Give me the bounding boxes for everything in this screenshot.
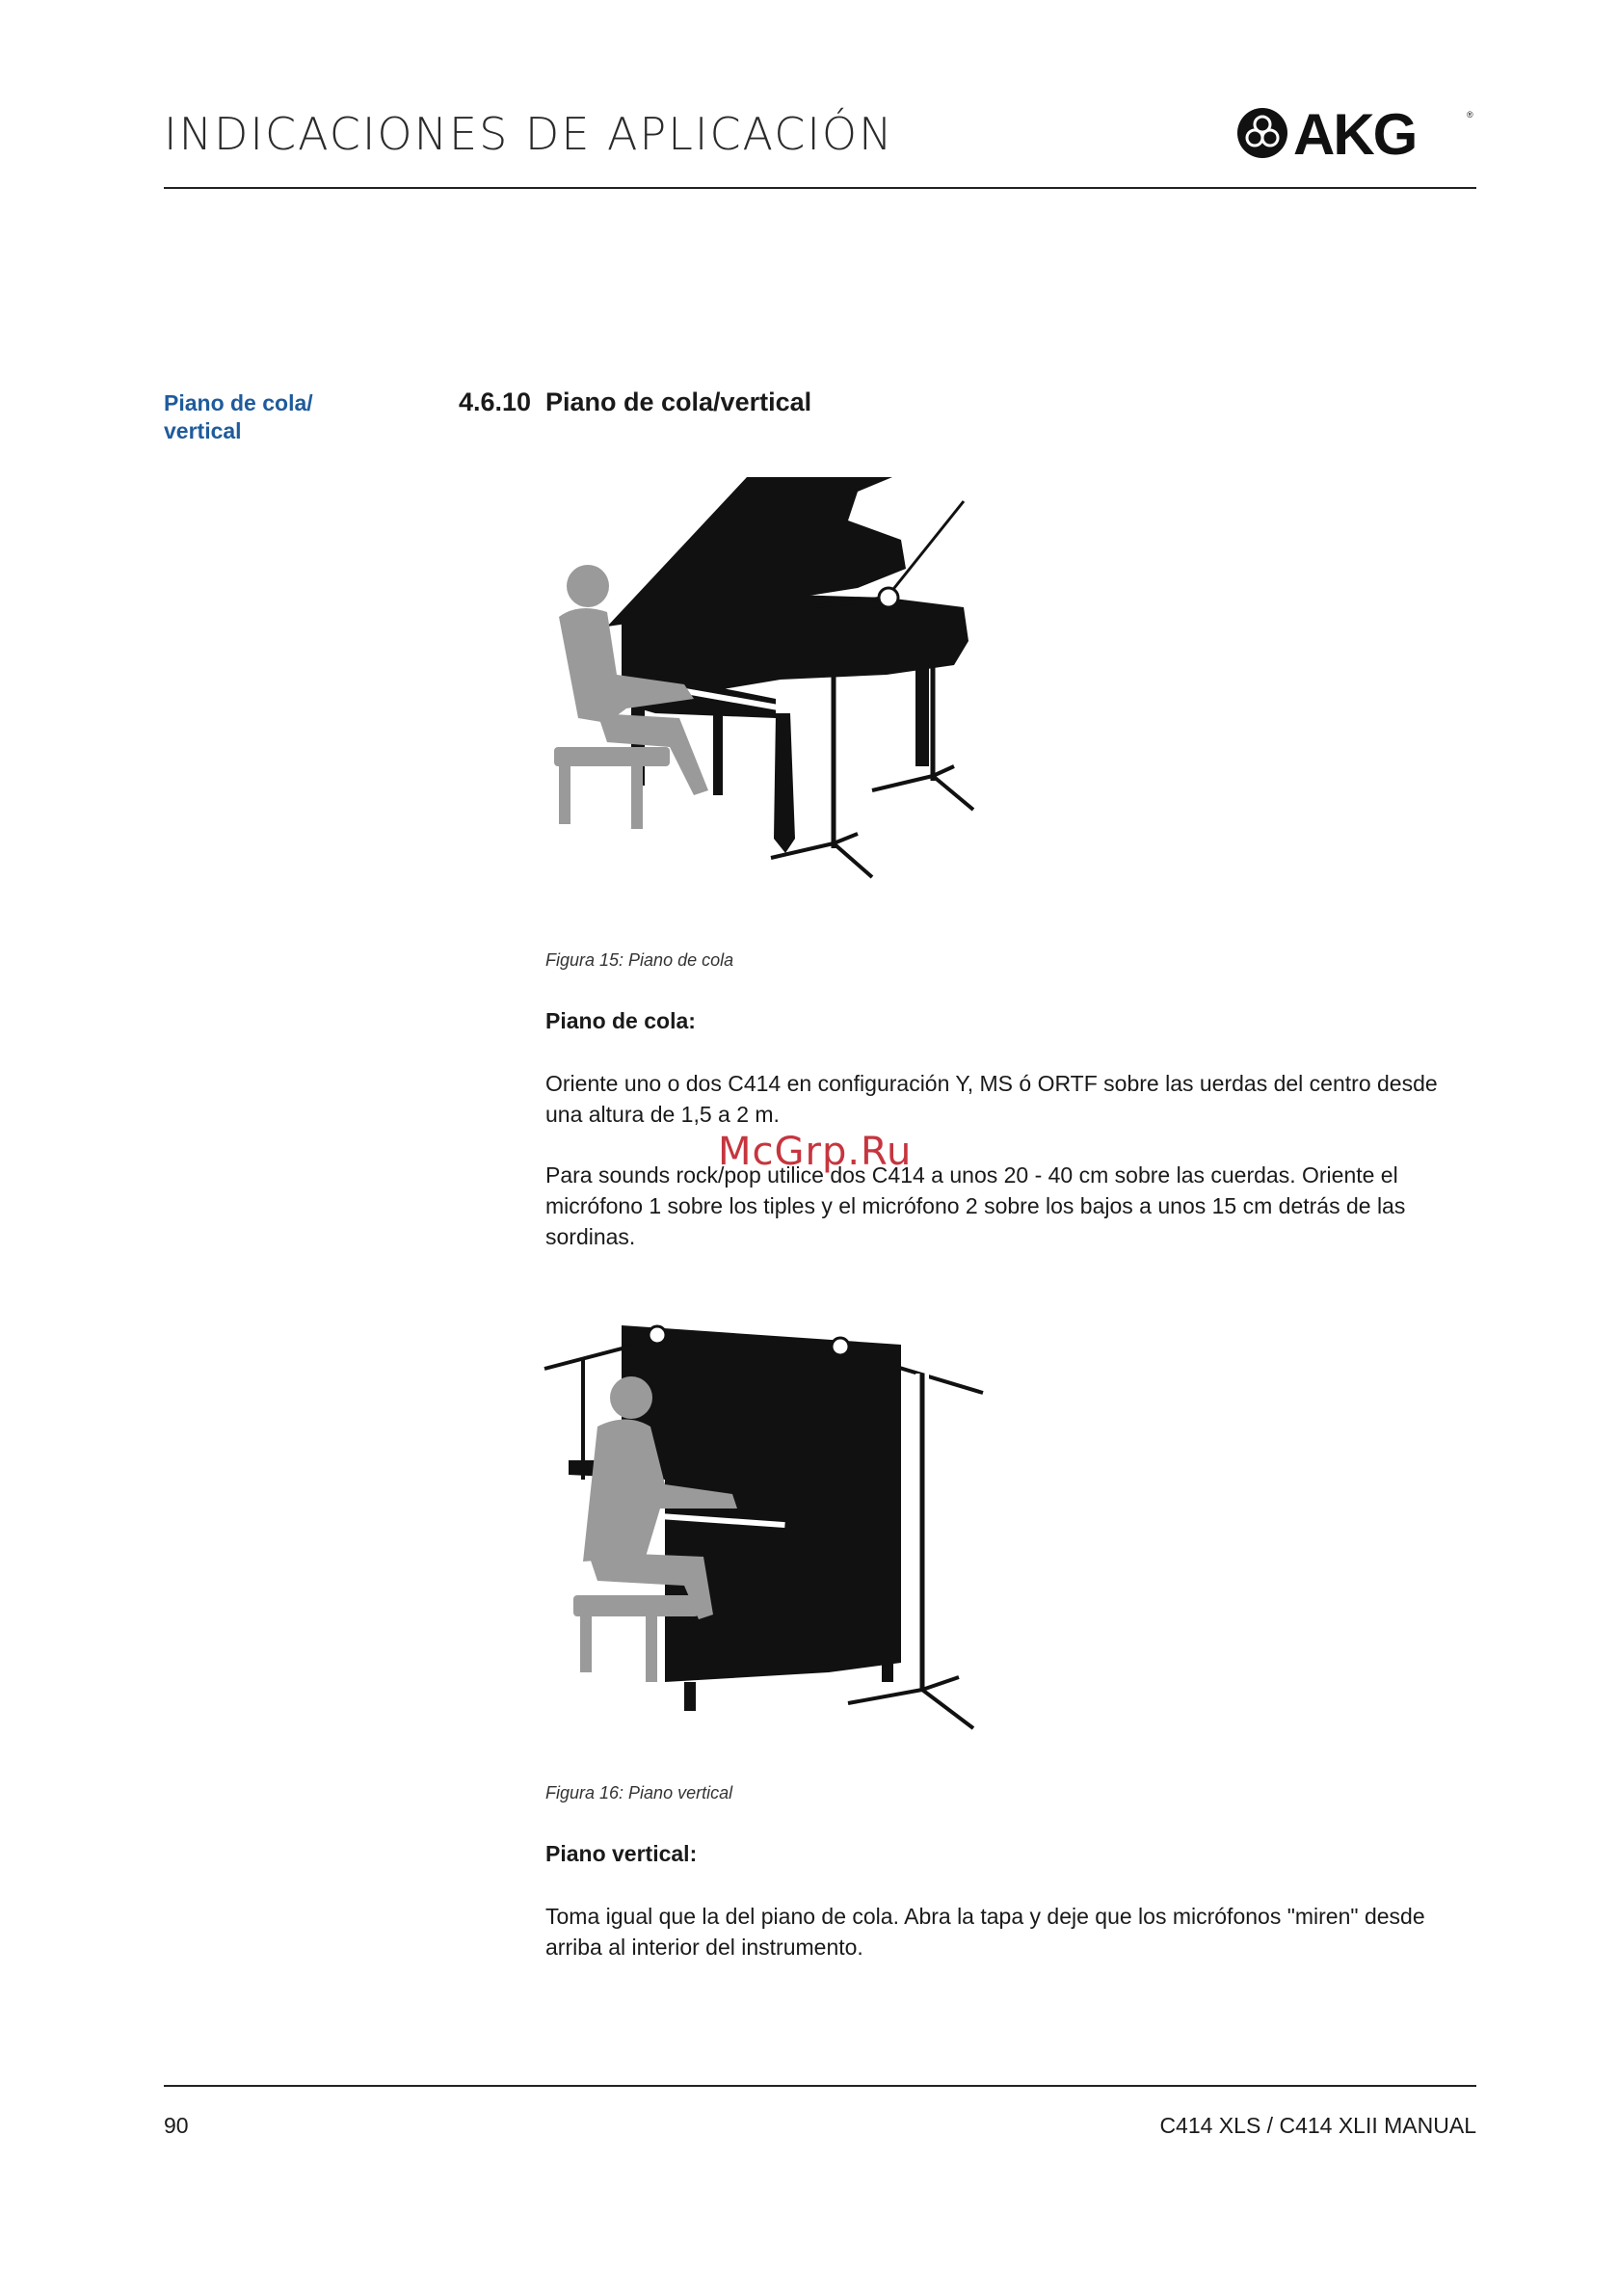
header-rule: [164, 187, 1476, 189]
manual-title: C414 XLS / C414 XLII MANUAL: [1159, 2113, 1476, 2138]
grand-piano-paragraph-2: Para sounds rock/pop utilice dos C414 a unos 20 - 40 cm sobre las cuerdas. Oriente el micrófono 1 sobre los tiples y el micrófono 2 sobre los bajos a unos 15 cm detrás de las sordinas.: [545, 1162, 1406, 1249]
footer-rule: [164, 2085, 1476, 2087]
watermark: McGrp.Ru: [718, 1130, 913, 1174]
figure-16-caption: Figura 16: Piano vertical: [545, 1783, 733, 1802]
upright-piano-heading: Piano vertical:: [545, 1841, 698, 1866]
section-title: Piano de cola/vertical: [545, 387, 812, 416]
side-label-line2: vertical: [164, 418, 242, 443]
upright-piano-figure: [540, 1306, 993, 1740]
page-number: 90: [164, 2113, 189, 2138]
section-number: 4.6.10: [459, 387, 532, 416]
upright-piano-paragraph-1: Toma igual que la del piano de cola. Abra la tapa y deje que los micrófonos "miren" desde arriba al interior del instrumento.: [545, 1904, 1425, 1960]
akg-logo: [1235, 104, 1476, 162]
logo-text: AKG: [1293, 104, 1417, 162]
grand-piano-paragraph-1: Oriente uno o dos C414 en configuración Y, MS ó ORTF sobre las uerdas del centro desde una altura de 1,5 a 2 m.: [545, 1071, 1438, 1127]
svg-text:®: ®: [1467, 110, 1473, 120]
side-label-line1: Piano de cola/: [164, 390, 313, 415]
grand-piano-heading: Piano de cola:: [545, 1008, 696, 1033]
side-section-label: [164, 389, 357, 445]
grand-piano-figure: [540, 472, 993, 896]
figure-15-caption: Figura 15: Piano de cola: [545, 950, 734, 970]
page-header-title: INDICACIONES DE APLICACIÓN: [164, 108, 894, 160]
